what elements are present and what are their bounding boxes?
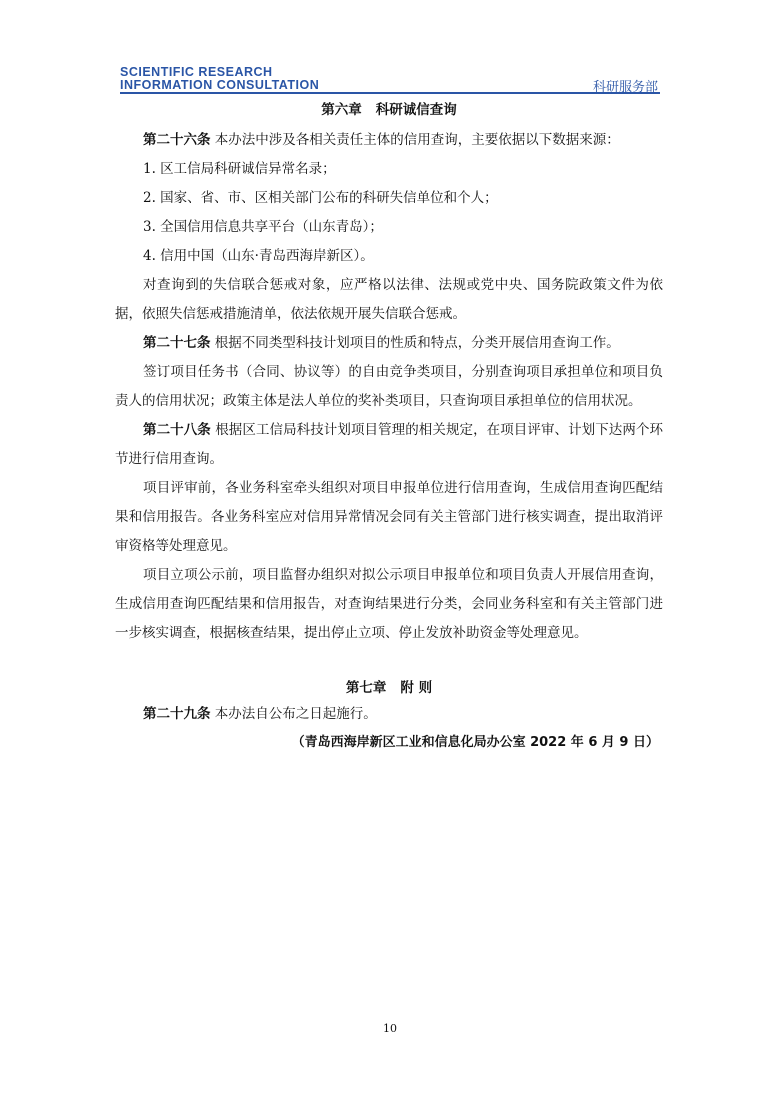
list-item: 4. 信用中国（山东·青岛西海岸新区）。 [143, 248, 374, 264]
article-27-label: 第二十七条 [143, 335, 211, 351]
article-26 [115, 126, 663, 155]
chapter-6-heading [115, 98, 663, 122]
chapter-6-title: 科研诚信查询 [375, 102, 457, 118]
document-body [115, 98, 663, 757]
page-number: 10 [383, 1022, 397, 1035]
chapter-7-title: 附 则 [400, 680, 433, 696]
article-26-paragraph: 对查询到的失信联合惩戒对象，应严格以法律、法规或党中央、国务院政策文件为依据，依照失信惩戒措施清单，依法依规开展失信联合惩戒。 [115, 277, 663, 322]
article-27-paragraph: 签订项目任务书（合同、协议等）的自由竞争类项目，分别查询项目承担单位和项目负责人的信用状况；政策主体是法人单位的奖补类项目，只查询项目承担单位的信用状况。 [115, 364, 663, 409]
article-29-text: 本办法自公布之日起施行。 [214, 706, 377, 722]
article-28-paragraph-2: 项目立项公示前，项目监督办组织对拟公示项目申报单位和项目负责人开展信用查询，生成信用查询匹配结果和信用报告，对查询结果进行分类，会同业务科室和有关主管部门进一步核实调查，根据核查结果，提出停止立项、停止发放补助资金等处理意见。 [115, 567, 663, 641]
article-29 [115, 700, 663, 729]
issuer-signature: （青岛西海岸新区工业和信息化局办公室 2022 年 6 月 9 日） [291, 735, 659, 750]
article-28-label: 第二十八条 [143, 422, 211, 438]
chapter-7-number: 第七章 [345, 680, 387, 696]
header-divider [120, 92, 660, 94]
article-26-label: 第二十六条 [143, 132, 211, 148]
chapter-7-heading [115, 676, 663, 700]
list-item: 1. 区工信局科研诚信异常名录； [143, 161, 336, 177]
brand-line-2: INFORMATION CONSULTATION [120, 78, 320, 92]
header-department: 科研服务部 [592, 80, 658, 95]
list-item: 3. 全国信用信息共享平台（山东青岛）； [143, 219, 383, 235]
article-28-paragraph-1: 项目评审前，各业务科室牵头组织对项目申报单位进行信用查询，生成信用查询匹配结果和信用报告。各业务科室应对信用异常情况会同有关主管部门进行核实调查，提出取消评审资格等处理意见。 [115, 480, 663, 554]
article-27 [115, 329, 663, 358]
article-29-label: 第二十九条 [143, 706, 211, 722]
chapter-6-number: 第六章 [321, 102, 362, 118]
brand-line-1: SCIENTIFIC RESEARCH [120, 65, 273, 79]
article-28-text: 根据区工信局科技计划项目管理的相关规定，在项目评审、计划下达两个环节进行信用查询。 [115, 422, 664, 467]
article-26-text: 本办法中涉及各相关责任主体的信用查询，主要依据以下数据来源： [214, 132, 620, 148]
list-item: 2. 国家、省、市、区相关部门公布的科研失信单位和个人； [143, 190, 498, 206]
header-brand-logo [120, 66, 319, 92]
section-spacer [115, 648, 663, 676]
article-28 [115, 416, 663, 474]
article-27-text: 根据不同类型科技计划项目的性质和特点，分类开展信用查询工作。 [214, 335, 620, 351]
